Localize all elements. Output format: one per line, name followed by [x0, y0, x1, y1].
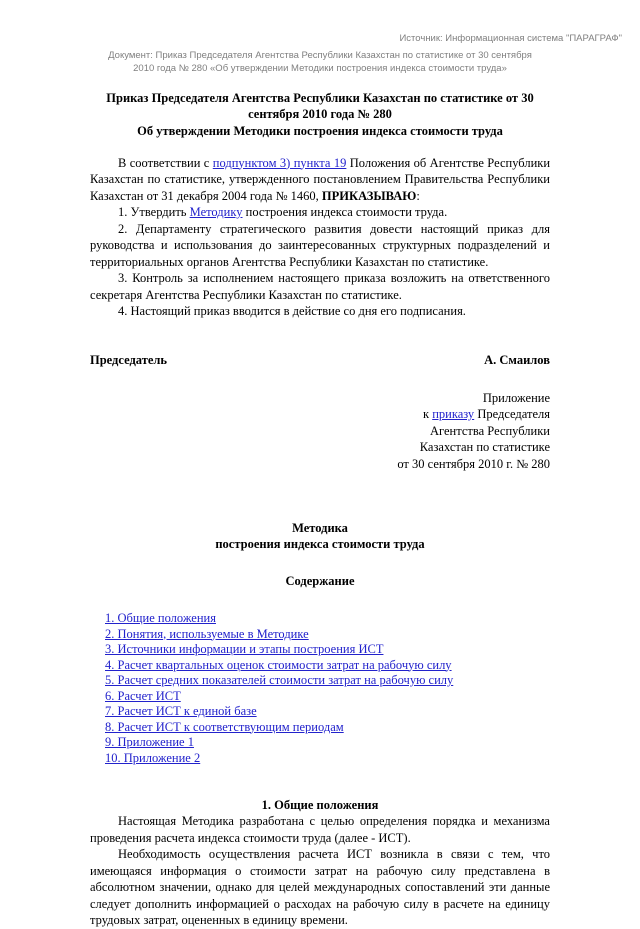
order-item-4: 4. Настоящий приказ вводится в действие со дня его подписания. — [118, 304, 466, 318]
appendix-line-5: от 30 сентября 2010 г. № 280 — [397, 456, 550, 471]
section-1-paragraph-2: Необходимость осуществления расчета ИСТ возникла в связи с тем, что имеющаяся информация о стоимости затрат на рабочую силу представлена в абсолютном значении, однако для целей международных сопоставлений эти данные следует дополнить информацией о расходах на рабочую силу в расчете на единицу трудовых затрат, оцененных в единицу времени. — [90, 847, 550, 927]
toc-link-10[interactable]: 10. Приложение 2 — [105, 750, 201, 765]
link-subparagraph-3-paragraph-19[interactable]: подпунктом 3) пункта 19 — [212, 155, 347, 170]
page-title — [90, 91, 550, 140]
toc-link-9[interactable]: 9. Приложение 1 — [105, 735, 194, 749]
list-item[interactable] — [105, 611, 550, 627]
list-item[interactable] — [105, 720, 550, 736]
methodology-title — [90, 520, 550, 552]
document-reference-line-2: 2010 года № 280 «Об утверждении Методики построения индекса стоимости труда» — [133, 63, 507, 74]
appendix-line-2-post: Председателя — [474, 407, 550, 421]
appendix-line-1: Приложение — [482, 390, 550, 405]
toc-link-5[interactable]: 5. Расчет средних показателей стоимости затрат на рабочую силу — [105, 673, 454, 687]
list-item[interactable] — [105, 735, 550, 751]
contents-heading: Содержание — [285, 574, 355, 588]
toc-link-3[interactable]: 3. Источники информации и этапы построения ИСТ — [105, 642, 384, 656]
link-methodology[interactable]: Методику — [189, 205, 243, 219]
methodology-title-line-2: построения индекса стоимости труда — [215, 537, 425, 551]
source-line: Источник: Информационная система "ПАРАГРАФ" — [399, 33, 622, 44]
order-item-1 — [90, 204, 550, 221]
toc-link-4[interactable]: 4. Расчет квартальных оценок стоимости затрат на рабочую силу — [105, 657, 452, 672]
list-item[interactable] — [105, 642, 550, 658]
document-meta-header — [0, 0, 640, 75]
list-item[interactable] — [105, 689, 550, 705]
order-keyword: ПРИКАЗЫВАЮ — [321, 188, 417, 203]
appendix-line-3: Агентства Республики — [430, 423, 550, 438]
methodology-title-line-1: Методика — [292, 521, 348, 535]
signature-row — [90, 353, 550, 368]
order-item-1-text-pre: 1. Утвердить — [118, 205, 190, 219]
section-1-paragraph-1: Настоящая Методика разработана с целью определения порядка и механизма проведения расчета индекса стоимости труда (далее - ИСТ). — [90, 814, 550, 845]
table-of-contents — [90, 611, 550, 766]
preamble-text-part-3: : — [416, 188, 420, 203]
appendix-line-4: Казахстан по статистике — [419, 440, 550, 454]
list-item[interactable] — [105, 658, 550, 674]
appendix-reference-block — [90, 390, 550, 473]
toc-link-7[interactable]: 7. Расчет ИСТ к единой базе — [105, 704, 257, 718]
link-order[interactable]: приказу — [432, 407, 475, 421]
list-item[interactable] — [105, 704, 550, 720]
signature-name: А. Смаилов — [484, 352, 550, 367]
toc-link-2[interactable]: 2. Понятия, используемые в Методике — [105, 626, 309, 641]
section-1-heading: 1. Общие положения — [261, 798, 379, 812]
order-item-3: 3. Контроль за исполнением настоящего приказа возложить на ответственного секретаря Агентства Республики Казахстан по статистике. — [90, 271, 550, 302]
toc-link-6[interactable]: 6. Расчет ИСТ — [105, 688, 181, 703]
page-subtitle: Об утверждении Методики построения индекса стоимости труда — [137, 124, 503, 138]
toc-link-8[interactable]: 8. Расчет ИСТ к соответствующим периодам — [105, 719, 344, 734]
signature-role: Председатель — [90, 352, 168, 367]
preamble-text-part-1: В соответствии с — [118, 155, 213, 170]
list-item[interactable] — [105, 751, 550, 767]
order-item-1-text-post: построения индекса стоимости труда. — [242, 205, 448, 219]
page-title-line-2: 2010 года № 280 — [302, 106, 392, 121]
document-content — [0, 91, 640, 929]
preamble-text-part-2: Положения об Агентстве Республики Казахстан по статистике, утвержденного постановлением Правительства Республики Казахстан от 31 декабря 2004 года № 1460, — [90, 155, 551, 203]
list-item[interactable] — [105, 673, 550, 689]
appendix-line-2-pre: к — [422, 407, 433, 421]
toc-link-1[interactable]: 1. Общие положения — [105, 611, 216, 625]
page-title-line-1: Приказ Председателя Агентства Республики Казахстан по статистике от 30 сентября — [106, 91, 534, 121]
list-item[interactable] — [105, 627, 550, 643]
order-item-2: 2. Департаменту стратегического развития довести настоящий приказ для руководства и использования до заинтересованных структурных подразделений и территориальных органов Агентства Республики Казахстан по статистике. — [90, 221, 550, 269]
document-reference-line — [0, 45, 640, 75]
document-reference-line-1: Документ: Приказ Председателя Агентства Республики Казахстан по статистике от 30 сентября — [108, 50, 532, 61]
preamble-paragraph — [90, 155, 550, 205]
appendix-line-2 — [90, 406, 550, 423]
